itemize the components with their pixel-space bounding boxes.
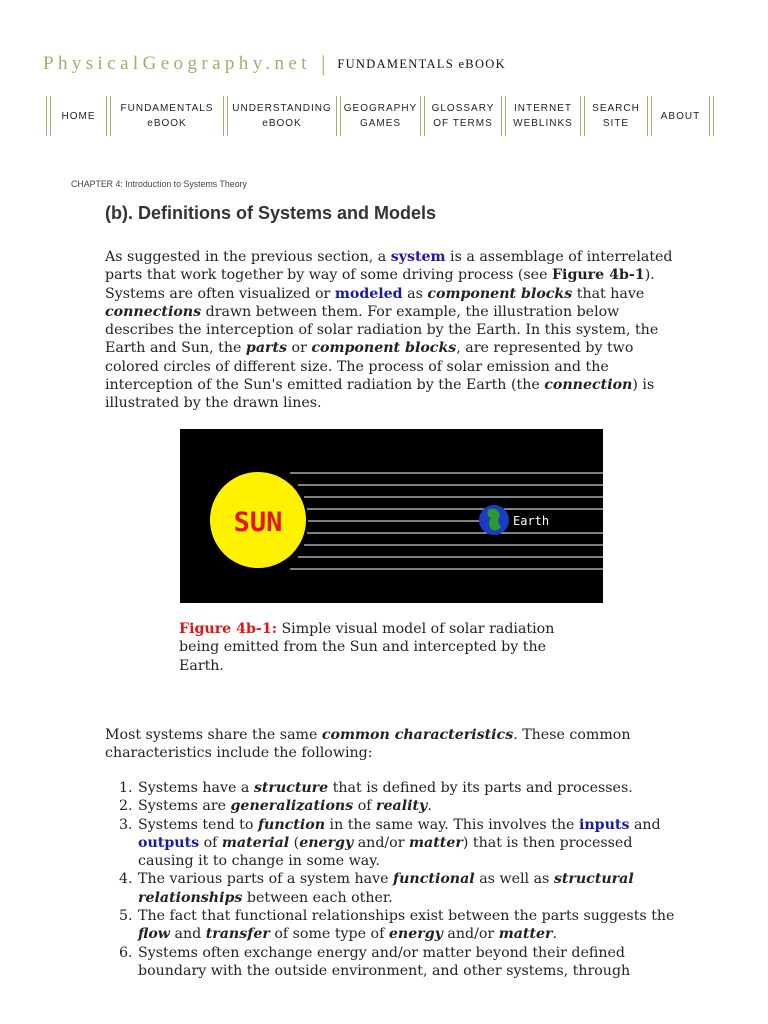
figure-caption-text: Simple visual model of solar radiation being emitted from the Sun and intercepted by the Earth. bbox=[179, 621, 555, 674]
nav-label: UNDERSTANDING bbox=[232, 103, 332, 114]
term-structure: structure bbox=[253, 780, 329, 796]
nav-label-sub: WEBLINKS bbox=[513, 118, 573, 129]
nav-item-internet-weblinks[interactable] bbox=[506, 96, 580, 136]
term-reality: reality bbox=[376, 798, 428, 815]
text: as bbox=[402, 285, 428, 302]
nav-label: FUNDAMENTALS bbox=[120, 103, 214, 114]
text: or bbox=[287, 340, 312, 357]
sun-label: SUN bbox=[233, 507, 283, 538]
list-item bbox=[105, 870, 685, 907]
text: Systems have a bbox=[138, 780, 254, 796]
figure-caption bbox=[179, 620, 579, 675]
intro-paragraph bbox=[105, 248, 685, 413]
text: , are represented by two colored circles of different size. The process of solar emission and the interception of the Sun's emitted radiation by the Earth (the bbox=[105, 340, 634, 394]
term-matter: matter bbox=[498, 926, 553, 943]
text: Systems often exchange energy and/or matter beyond their defined boundary with the outside environment, and other systems, through bbox=[138, 944, 631, 979]
term-functional: functional bbox=[393, 871, 475, 888]
nav-item-glossary[interactable] bbox=[425, 96, 501, 136]
text: and/or bbox=[353, 834, 410, 851]
characteristics-list bbox=[105, 779, 685, 980]
text: and bbox=[629, 816, 661, 833]
list-number: 2. bbox=[119, 798, 133, 815]
text: of some type of bbox=[269, 926, 389, 943]
header-separator: | bbox=[320, 51, 326, 76]
text: drawn between them. For example, the illustration below describes the interception of solar radiation by the Earth. In this system, the Earth and Sun, the bbox=[105, 303, 659, 357]
nav-label-sub: OF TERMS bbox=[433, 118, 493, 129]
nav-item-home[interactable] bbox=[51, 96, 106, 136]
text: of bbox=[199, 834, 222, 851]
text: Systems tend to bbox=[138, 816, 258, 833]
nav-label-sub: eBOOK bbox=[147, 118, 187, 129]
term-structural-relationships: structural relationships bbox=[138, 871, 634, 906]
nav-label: SEARCH bbox=[592, 103, 640, 114]
figure-sun-earth bbox=[180, 429, 603, 603]
nav-item-fundamentals-ebook[interactable] bbox=[111, 96, 223, 136]
text: The various parts of a system have bbox=[138, 871, 394, 888]
glossary-link-inputs[interactable]: inputs bbox=[578, 816, 630, 833]
text: ( bbox=[289, 834, 300, 851]
nav-item-search-site[interactable] bbox=[585, 96, 647, 136]
text: . bbox=[552, 926, 558, 943]
main-nav bbox=[46, 96, 714, 136]
text: As suggested in the previous section, a bbox=[105, 249, 391, 265]
text: and bbox=[170, 926, 206, 943]
header-subtitle: FUNDAMENTALS eBOOK bbox=[337, 56, 506, 71]
list-number: 4. bbox=[119, 871, 133, 888]
nav-item-about[interactable] bbox=[652, 96, 709, 136]
list-item bbox=[105, 779, 685, 797]
figure-reference: Figure 4b-1 bbox=[551, 267, 645, 284]
text: and/or bbox=[442, 926, 499, 943]
term-connections: connections bbox=[105, 303, 202, 320]
term-function: function bbox=[257, 816, 326, 833]
site-header bbox=[43, 52, 506, 76]
text: of bbox=[353, 798, 377, 815]
text: The fact that functional relationships exist between the parts suggests the bbox=[138, 908, 675, 925]
glossary-link-outputs[interactable]: outputs bbox=[138, 834, 200, 851]
nav-divider bbox=[709, 96, 714, 136]
glossary-link-system[interactable]: system bbox=[390, 249, 446, 265]
term-energy: energy bbox=[299, 834, 354, 851]
nav-label-sub: SITE bbox=[602, 118, 630, 129]
term-parts: parts bbox=[245, 340, 288, 357]
text: in the same way. This involves the bbox=[325, 816, 579, 833]
text: is a assemblage of interrelated parts that work together by way of some driving process (see bbox=[105, 249, 673, 284]
term-component-blocks: component blocks bbox=[427, 285, 573, 302]
text: Systems are bbox=[138, 798, 231, 815]
figure-caption-label: Figure 4b-1: bbox=[179, 621, 277, 637]
list-number: 3. bbox=[119, 816, 133, 833]
list-number: 6. bbox=[119, 944, 133, 961]
term-common-characteristics: common characteristics bbox=[321, 727, 514, 743]
nav-label: INTERNET bbox=[514, 103, 572, 114]
text: . bbox=[427, 798, 432, 815]
text: ). Systems are often visualized or bbox=[105, 267, 655, 302]
term-generalizations: generalizations bbox=[230, 798, 354, 815]
text: Most systems share the same bbox=[105, 727, 322, 743]
list-item bbox=[105, 944, 685, 981]
nav-label: GLOSSARY bbox=[431, 103, 495, 114]
nav-item-geography-games[interactable] bbox=[341, 96, 420, 136]
term-matter: matter bbox=[409, 834, 463, 851]
site-logo-link[interactable]: PhysicalGeography.net bbox=[43, 53, 311, 74]
text: that is defined by its parts and processes. bbox=[328, 780, 633, 796]
list-number: 1. bbox=[119, 780, 133, 796]
nav-label: HOME bbox=[61, 110, 96, 122]
chapter-breadcrumb: CHAPTER 4: Introduction to Systems Theory bbox=[71, 179, 247, 189]
text: . These common characteristics include the following: bbox=[105, 727, 631, 762]
term-energy: energy bbox=[388, 926, 443, 943]
earth-label: Earth bbox=[513, 514, 550, 528]
term-transfer: transfer bbox=[205, 926, 270, 943]
term-material: material bbox=[221, 834, 290, 851]
text: ) is illustrated by the drawn lines. bbox=[105, 377, 655, 412]
term-component-blocks: component blocks bbox=[311, 340, 457, 357]
list-item bbox=[105, 797, 685, 815]
figure-illustration bbox=[180, 429, 603, 603]
text: that have bbox=[572, 285, 645, 302]
page-title: (b). Definitions of Systems and Models bbox=[105, 203, 437, 223]
list-item bbox=[105, 816, 685, 871]
nav-label-sub: GAMES bbox=[359, 118, 402, 129]
term-flow: flow bbox=[138, 926, 170, 943]
term-connection: connection bbox=[544, 377, 633, 394]
list-number: 5. bbox=[119, 908, 133, 925]
text: between each other. bbox=[242, 889, 393, 906]
text: as well as bbox=[474, 871, 554, 888]
nav-label: GEOGRAPHY bbox=[343, 103, 418, 114]
glossary-link-modeled[interactable]: modeled bbox=[334, 285, 403, 302]
nav-label: ABOUT bbox=[660, 110, 701, 122]
text: ) that is then processed causing it to change in some way. bbox=[138, 834, 633, 870]
nav-label-sub: eBOOK bbox=[262, 118, 302, 129]
nav-item-understanding-ebook[interactable] bbox=[228, 96, 336, 136]
common-characteristics-paragraph bbox=[105, 726, 685, 763]
list-item bbox=[105, 907, 685, 944]
